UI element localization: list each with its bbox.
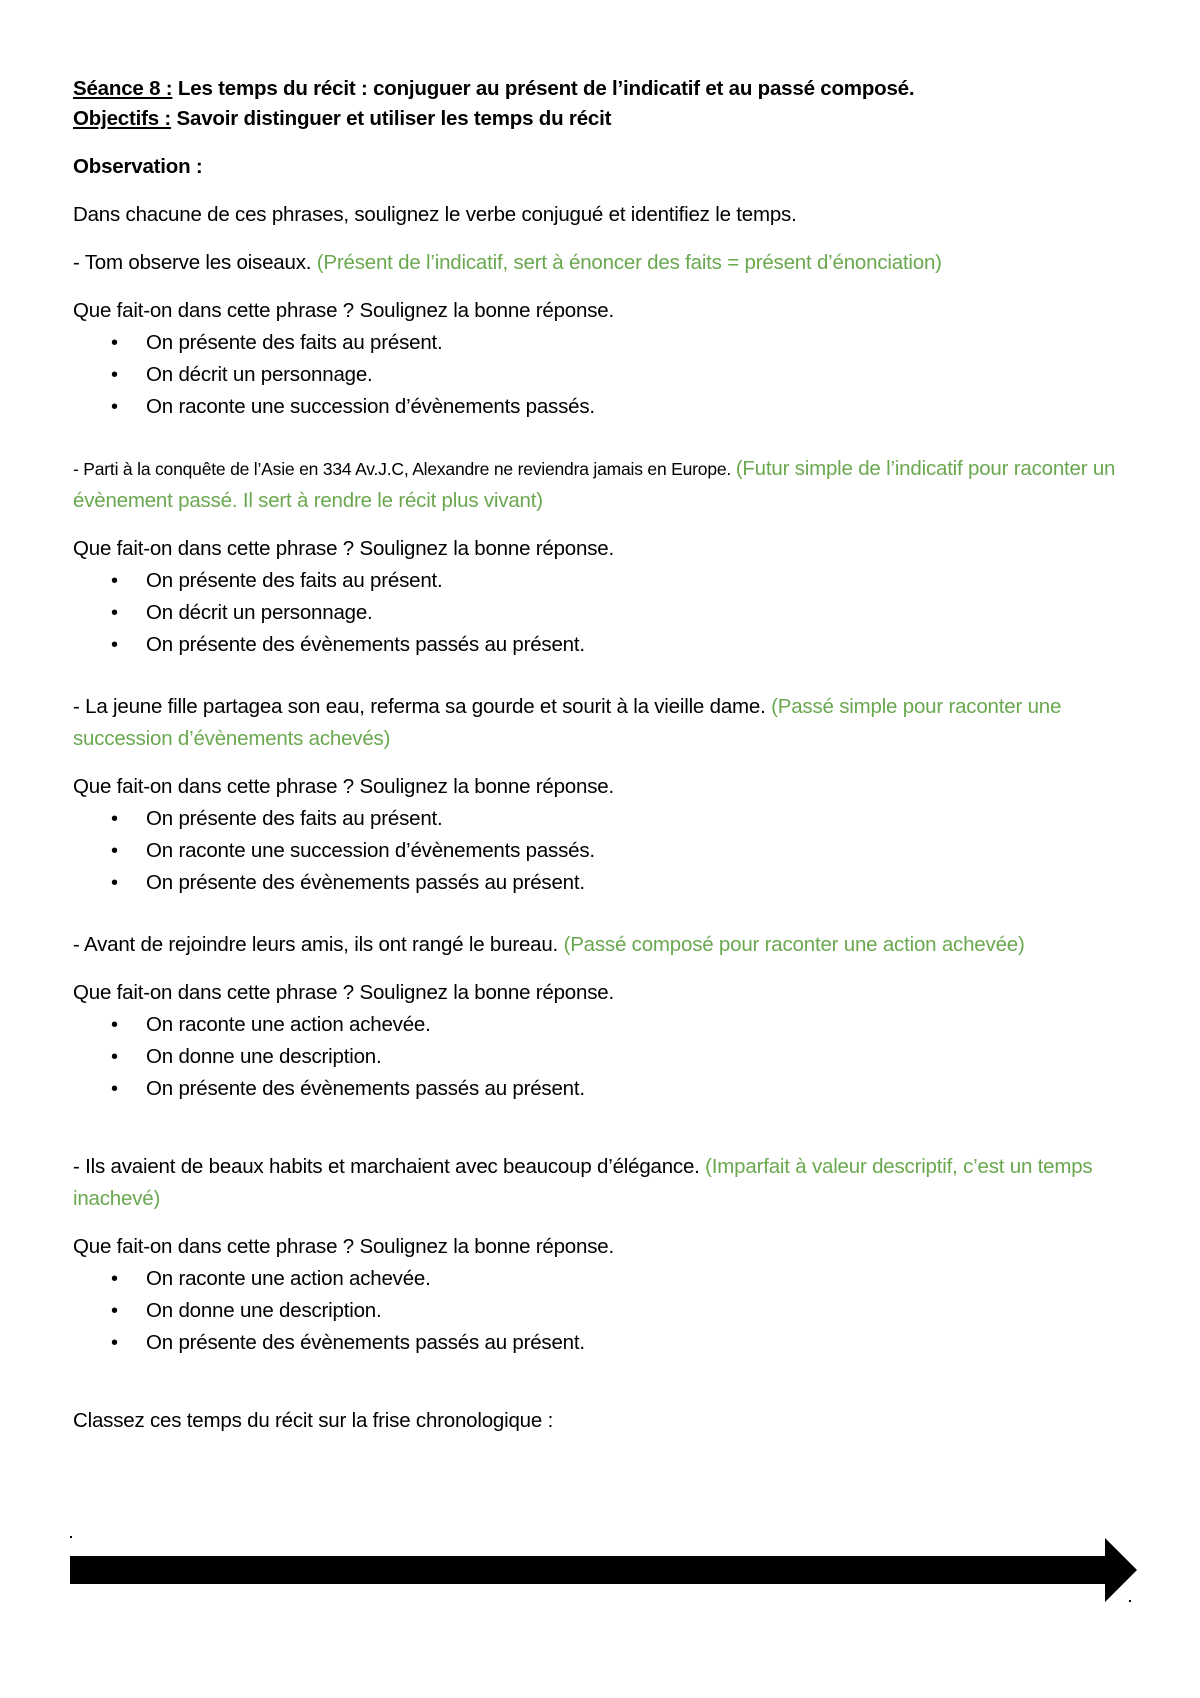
option-text: On présente des faits au présent. <box>146 331 443 354</box>
sentence-text: - Avant de rejoindre leurs amis, ils ont rangé le bureau. <box>73 933 564 956</box>
answer-text: (Futur simple de l’indicatif pour raconter un évènement passé. Il sert à rendre le récit plus vivant) <box>73 457 1116 512</box>
option-text: On raconte une succession d’évènements passés. <box>146 839 595 862</box>
exercise-1-sentence <box>73 247 1143 279</box>
exercise-2-question: Que fait-on dans cette phrase ? Soulignez la bonne réponse. <box>73 537 614 560</box>
objectifs-heading <box>73 104 1143 134</box>
option-text: On raconte une action achevée. <box>146 1013 431 1036</box>
seance-title: Les temps du récit : conjuguer au présent de l’indicatif et au passé composé. <box>172 77 915 100</box>
objectifs-label: Objectifs : <box>73 107 172 130</box>
exercise-3-options <box>73 803 1143 899</box>
sentence-text: - La jeune fille partagea son eau, referma sa gourde et sourit à la vieille dame. <box>73 695 772 718</box>
answer-text: (Passé simple pour raconter une succession d’évènements achevés) <box>73 695 1062 750</box>
exercise-2-options <box>73 565 1143 661</box>
option-item <box>73 597 1143 629</box>
option-text: On décrit un personnage. <box>146 363 373 386</box>
bullet-icon: • <box>111 1078 118 1100</box>
option-text: On présente des évènements passés au présent. <box>146 1331 585 1354</box>
option-text: On présente des faits au présent. <box>146 807 443 830</box>
bullet-icon: • <box>111 332 118 354</box>
bullet-icon: • <box>111 634 118 656</box>
option-text: On décrit un personnage. <box>146 601 373 624</box>
option-text: On présente des évènements passés au présent. <box>146 871 585 894</box>
bullet-icon: • <box>111 872 118 894</box>
timeline-arrow-icon <box>70 1538 1140 1608</box>
worksheet <box>73 74 1143 1437</box>
option-text: On présente des évènements passés au présent. <box>146 633 585 656</box>
exercise-5-sentence <box>73 1151 1143 1215</box>
exercise-4-question: Que fait-on dans cette phrase ? Soulignez la bonne réponse. <box>73 981 614 1004</box>
exercise-3-sentence <box>73 691 1143 755</box>
instruction-text: Dans chacune de ces phrases, soulignez le verbe conjugué et identifiez le temps. <box>73 203 797 226</box>
option-text: On donne une description. <box>146 1045 382 1068</box>
option-item <box>73 327 1143 359</box>
exercise-3-question: Que fait-on dans cette phrase ? Soulignez la bonne réponse. <box>73 775 614 798</box>
exercise-5-question: Que fait-on dans cette phrase ? Soulignez la bonne réponse. <box>73 1235 614 1258</box>
sentence-text: - Ils avaient de beaux habits et marchaient avec beaucoup d’élégance. <box>73 1155 706 1178</box>
bullet-icon: • <box>111 602 118 624</box>
bullet-icon: • <box>111 570 118 592</box>
bullet-icon: • <box>111 1332 118 1354</box>
bullet-icon: • <box>111 1268 118 1290</box>
seance-heading <box>73 74 1143 104</box>
option-item <box>73 1295 1143 1327</box>
option-item <box>73 565 1143 597</box>
option-text: On raconte une action achevée. <box>146 1267 431 1290</box>
option-item <box>73 867 1143 899</box>
timeline-prompt: Classez ces temps du récit sur la frise chronologique : <box>73 1409 554 1432</box>
bullet-icon: • <box>111 396 118 418</box>
bullet-icon: • <box>111 840 118 862</box>
option-item <box>73 803 1143 835</box>
option-item <box>73 391 1143 423</box>
exercise-5-options <box>73 1263 1143 1359</box>
bullet-icon: • <box>111 1046 118 1068</box>
answer-text: (Présent de l’indicatif, sert à énoncer des faits = présent d’énonciation) <box>316 251 942 274</box>
option-item <box>73 1263 1143 1295</box>
option-item <box>73 1009 1143 1041</box>
option-item <box>73 835 1143 867</box>
answer-text: (Imparfait à valeur descriptif, c’est un temps inachevé) <box>73 1155 1093 1210</box>
bullet-icon: • <box>111 808 118 830</box>
exercise-1-question: Que fait-on dans cette phrase ? Soulignez la bonne réponse. <box>73 299 614 322</box>
sentence-text: - Parti à la conquête de l’Asie en 334 Av.J.C, Alexandre ne reviendra jamais en Europe. <box>73 459 736 479</box>
option-item <box>73 1073 1143 1105</box>
exercise-4-sentence <box>73 929 1143 961</box>
option-text: On raconte une succession d’évènements passés. <box>146 395 595 418</box>
timeline-end-mark <box>1129 1600 1131 1602</box>
option-item <box>73 1041 1143 1073</box>
seance-label: Séance 8 : <box>73 77 173 100</box>
bullet-icon: • <box>111 1014 118 1036</box>
option-text: On présente des évènements passés au présent. <box>146 1077 585 1100</box>
option-item <box>73 1327 1143 1359</box>
objectifs-text: Savoir distinguer et utiliser les temps du récit <box>171 107 612 130</box>
bullet-icon: • <box>111 1300 118 1322</box>
exercise-2-sentence <box>73 453 1143 517</box>
exercise-1-options <box>73 327 1143 423</box>
option-item <box>73 359 1143 391</box>
option-text: On présente des faits au présent. <box>146 569 443 592</box>
exercise-4-options <box>73 1009 1143 1105</box>
answer-text: (Passé composé pour raconter une action achevée) <box>563 933 1025 956</box>
sentence-text: - Tom observe les oiseaux. <box>73 251 317 274</box>
option-item <box>73 629 1143 661</box>
observation-title: Observation : <box>73 155 203 178</box>
bullet-icon: • <box>111 364 118 386</box>
option-text: On donne une description. <box>146 1299 382 1322</box>
